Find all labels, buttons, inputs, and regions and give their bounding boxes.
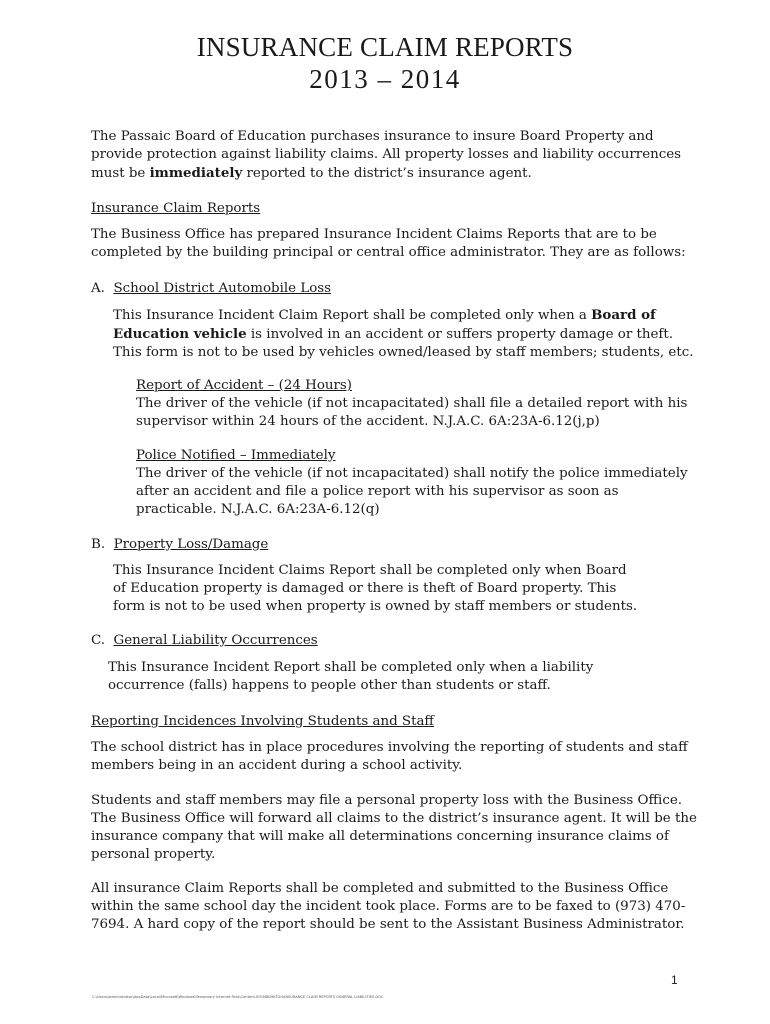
students-staff-paragraph: Students and staff members may file a personal property loss with the Business Office. The Business Office will forward all claims to the district’s insurance agent. It will be the insurance company that will make all determinations concerning insurance claims of personal property. bbox=[91, 793, 697, 862]
item-letter: A. bbox=[91, 281, 105, 296]
section-paragraph: The Business Office has prepared Insurance Incident Claims Reports that are to be completed by the building principal or central office administrator. They are as follows: bbox=[91, 227, 686, 260]
item-c-heading: C. General Liability Occurrences bbox=[91, 633, 318, 648]
item-c-body: This Insurance Incident Report shall be completed only when a liability occurrence (falls) happens to people other than students or staff. bbox=[108, 660, 594, 693]
item-a-heading: A. School District Automobile Loss bbox=[91, 281, 332, 296]
item-a-body: This Insurance Incident Claim Report shall be completed only when a Board of Education vehicle is involved in an accident or suffers property damage or theft. This form is not to be used by vehicles owned/leased by staff members; students, etc. bbox=[113, 307, 694, 360]
item-letter: C. bbox=[91, 633, 106, 648]
item-b-heading: B. Property Loss/Damage bbox=[91, 537, 269, 552]
section-paragraph: The school district has in place procedures involving the reporting of students and staff members being in an accident during a school activity. bbox=[91, 740, 688, 773]
sub-heading: Report of Accident – (24 Hours) bbox=[136, 378, 352, 393]
footer-file-path: C:\Users\administrator\AppData\Local\Microsoft\Windows\Temporary Internet Files\Content.IE5\M8D9KTGH\INSURANCE CLAIM REPORTS GENERAL LIABILITIES.DOC bbox=[92, 995, 384, 999]
sub-heading: Police Notified – Immediately bbox=[136, 448, 336, 463]
section-heading: Reporting Incidences Involving Students and Staff bbox=[91, 714, 434, 729]
emphasis-immediately: immediately bbox=[149, 165, 243, 181]
intro-paragraph bbox=[91, 128, 681, 183]
item-a-sub2: Police Notified – Immediately The driver of the vehicle (if not incapacitated) shall notify the police immediately after an accident and file a police report with his supervisor as soon as practicable. N.J.A.C. 6A:23A-6.12(q) bbox=[136, 448, 688, 517]
intro-line: must be immediately reported to the district’s insurance agent. bbox=[91, 165, 532, 181]
submission-paragraph: All insurance Claim Reports shall be completed and submitted to the Business Office within the same school day the incident took place. Forms are to be faxed to (973) 470- 7694. A hard copy of the report should be sent to the Assistant Business Administrator. bbox=[91, 881, 686, 932]
section-heading: Insurance Claim Reports bbox=[91, 201, 261, 216]
document-title: INSURANCE CLAIM REPORTS bbox=[196, 32, 574, 62]
intro-line: The Passaic Board of Education purchases insurance to insure Board Property and bbox=[91, 129, 654, 144]
page-number: 1 bbox=[671, 973, 678, 987]
item-b-body: This Insurance Incident Claims Report shall be completed only when Board of Education property is damaged or there is theft of Board property. This form is not to be used when property is owned by staff members or students. bbox=[113, 563, 638, 614]
item-letter: B. bbox=[91, 537, 106, 552]
intro-line: provide protection against liability claims. All property losses and liability occurrences bbox=[91, 147, 682, 162]
document-year-range: 2013 – 2014 bbox=[309, 64, 461, 94]
item-a-sub1: Report of Accident – (24 Hours) The driver of the vehicle (if not incapacitated) shall file a detailed report with his supervisor within 24 hours of the accident. N.J.A.C. 6A:23A-6.12(j,p) bbox=[136, 378, 688, 429]
